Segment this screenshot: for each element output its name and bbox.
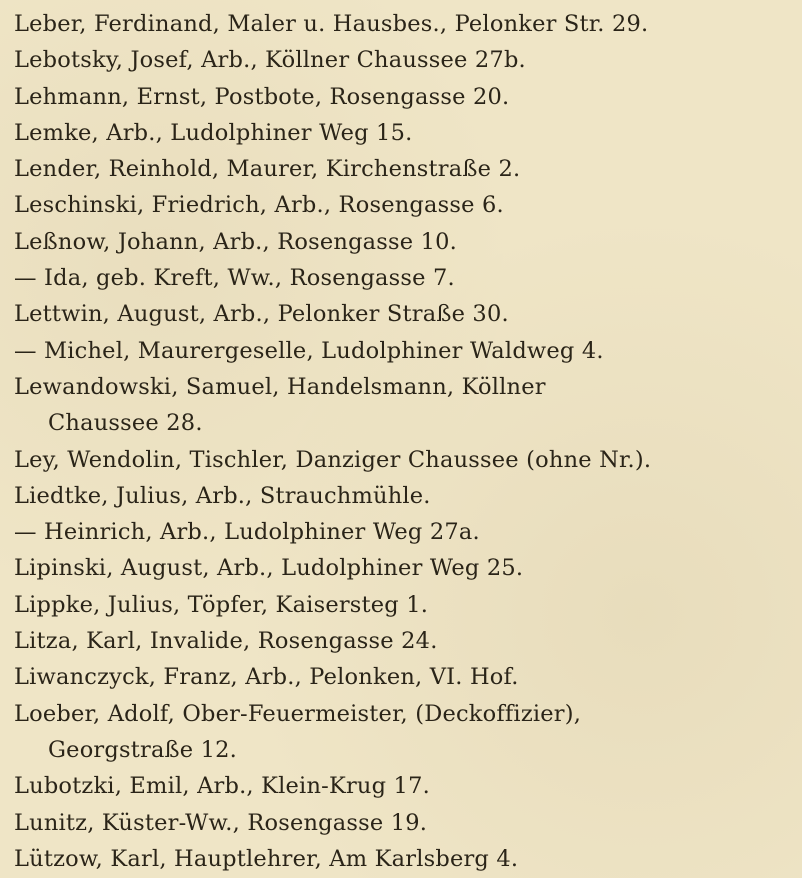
directory-entry: Leschinski, Friedrich, Arb., Rosengasse 6. <box>14 192 504 219</box>
directory-entry: Leber, Ferdinand, Maler u. Hausbes., Pelonker Str. 29. <box>14 11 649 37</box>
directory-entry: Lützow, Karl, Hauptlehrer, Am Karlsberg 4. <box>14 845 519 872</box>
directory-entry: Lippke, Julius, Töpfer, Kaisersteg 1. <box>14 591 429 618</box>
directory-entry: — Heinrich, Arb., Ludolphiner Weg 27a. <box>14 519 480 546</box>
directory-entry: Liwanczyck, Franz, Arb., Pelonken, VI. Hof. <box>14 664 519 691</box>
directory-entry: Lunitz, Küster-Ww., Rosengasse 19. <box>14 809 428 836</box>
directory-entry-continuation: Chaussee 28. <box>48 410 203 437</box>
directory-entry: Lipinski, August, Arb., Ludolphiner Weg 25. <box>14 555 524 582</box>
directory-entry: — Michel, Maurergeselle, Ludolphiner Waldweg 4. <box>14 337 604 364</box>
directory-entry: Lebotsky, Josef, Arb., Köllner Chaussee 27b. <box>14 47 526 74</box>
directory-entry-continuation: Georgstraße 12. <box>48 736 238 763</box>
directory-entry: Leßnow, Johann, Arb., Rosengasse 10. <box>14 228 458 255</box>
directory-entry: Loeber, Adolf, Ober-Feuermeister, (Deckoffizier), <box>14 700 582 727</box>
directory-entry: Ley, Wendolin, Tischler, Danziger Chaussee (ohne Nr.). <box>14 446 652 473</box>
directory-entry: Litza, Karl, Invalide, Rosengasse 24. <box>14 628 438 655</box>
directory-entry: Liedtke, Julius, Arb., Strauchmühle. <box>14 482 431 509</box>
directory-entry: Lehmann, Ernst, Postbote, Rosengasse 20. <box>14 83 510 110</box>
directory-entry: Lubotzki, Emil, Arb., Klein-Krug 17. <box>14 773 430 800</box>
directory-entry: Lewandowski, Samuel, Handelsmann, Köllner <box>14 373 546 400</box>
directory-entry: Lender, Reinhold, Maurer, Kirchenstraße 2. <box>14 156 521 183</box>
directory-entry: Lemke, Arb., Ludolphiner Weg 15. <box>14 119 413 146</box>
directory-entries <box>14 6 792 877</box>
directory-entry: Lettwin, August, Arb., Pelonker Straße 30. <box>14 301 509 328</box>
directory-entry: — Ida, geb. Kreft, Ww., Rosengasse 7. <box>14 265 455 292</box>
